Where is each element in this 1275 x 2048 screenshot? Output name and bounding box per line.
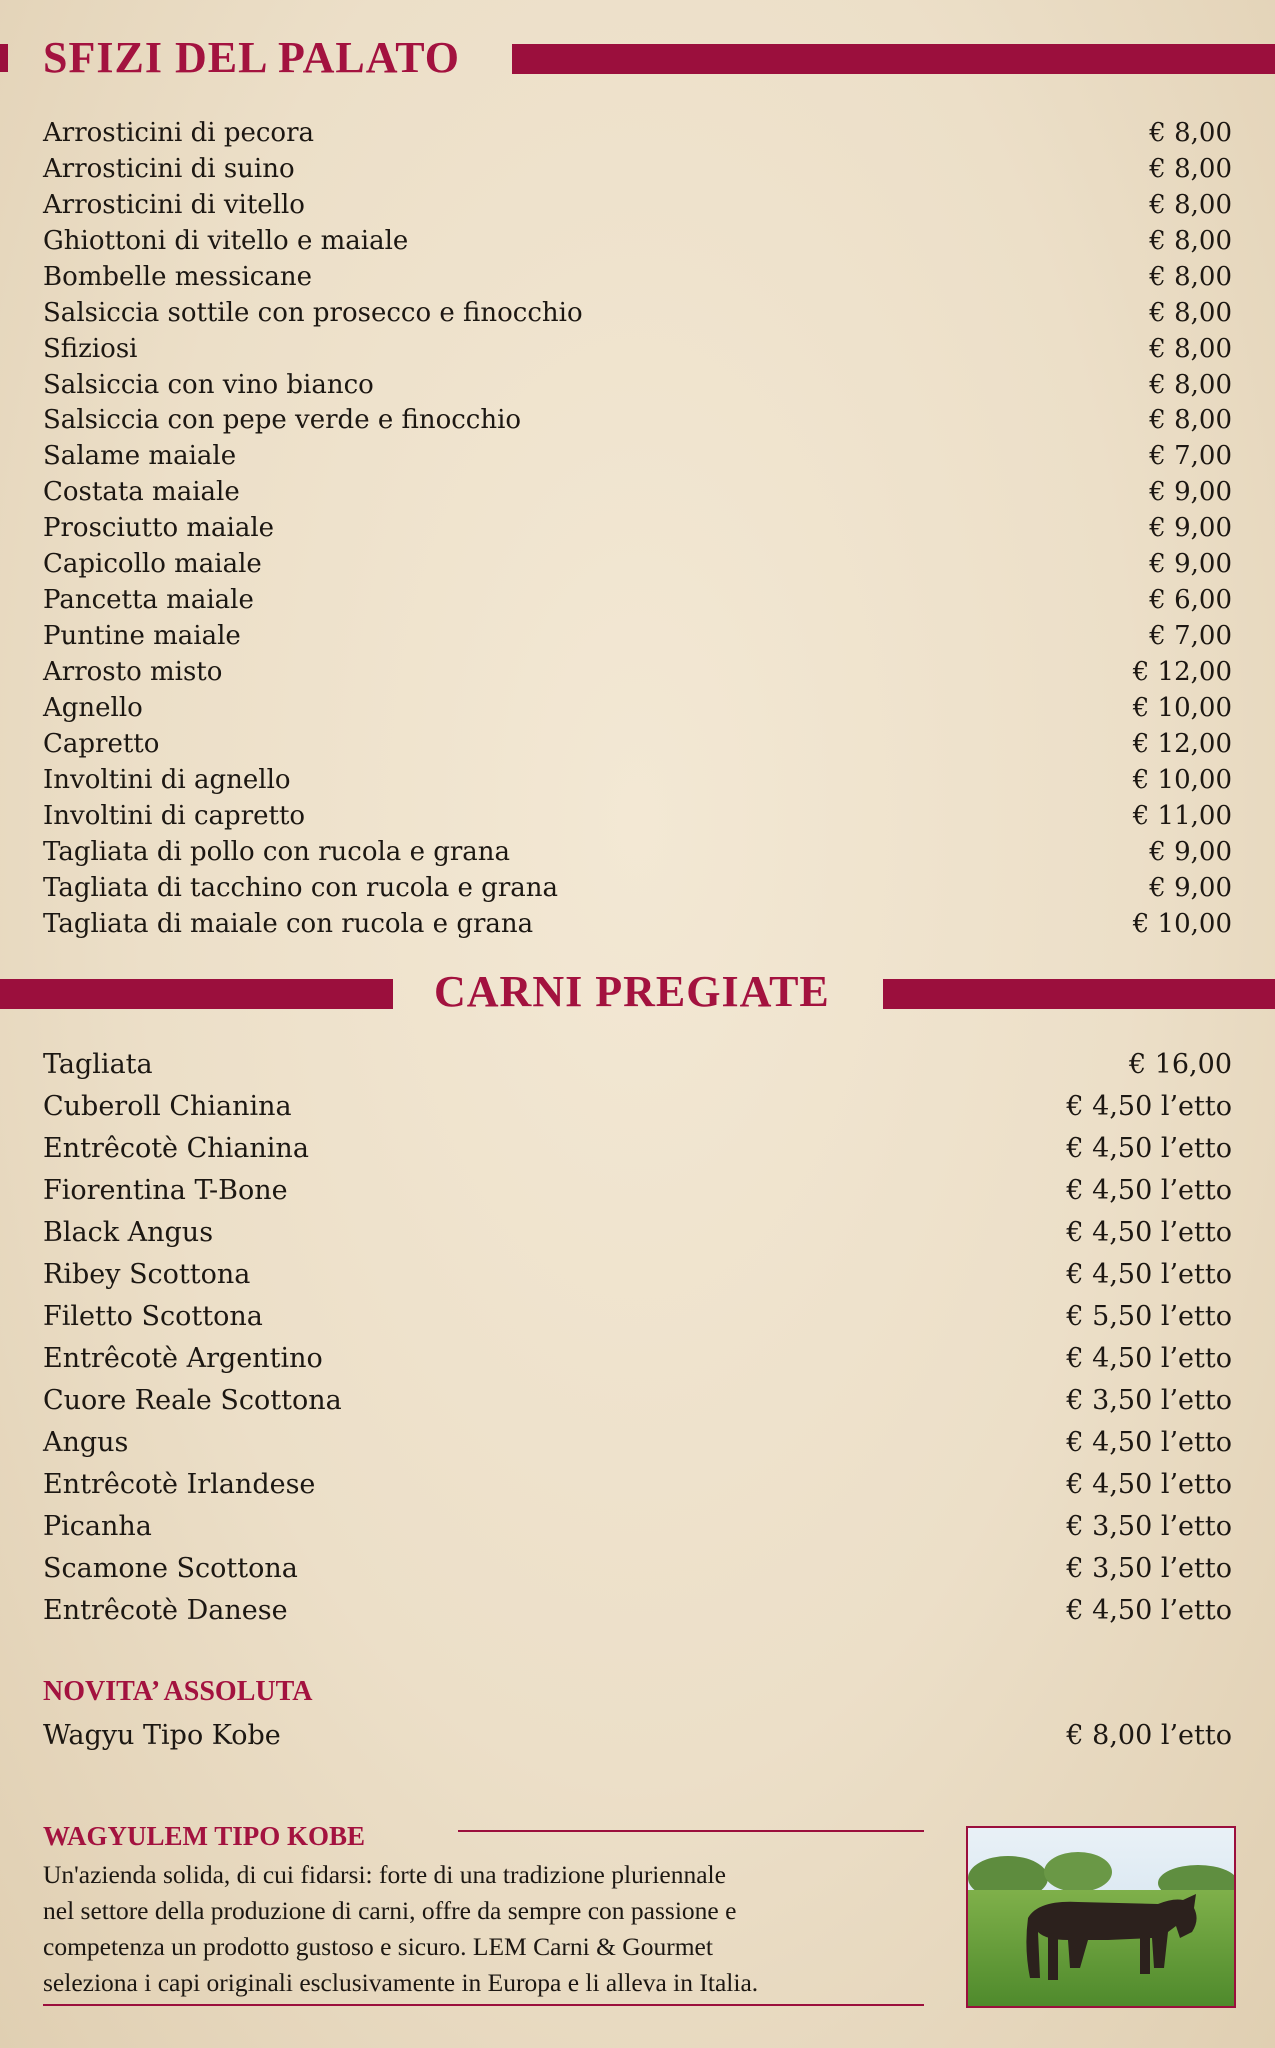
description-line: seleziona i capi originali esclusivamente in Europa e li alleva in Italia. [43,1968,759,1997]
item-price: € 8,00 [1149,405,1232,436]
item-price: € 6,00 [1149,585,1232,616]
item-price: € 4,50 l’etto [1066,1174,1232,1206]
item-price: € 3,50 l’etto [1066,1384,1232,1416]
list-item [43,331,1232,367]
item-name: Sfiziosi [43,333,138,364]
list-item [43,690,1232,726]
list-item [43,115,1232,151]
item-name: Pancetta maiale [43,585,254,616]
item-name: Costata maiale [43,477,240,508]
item-name: Scamone Scottona [43,1552,298,1584]
list-item [43,1589,1232,1631]
item-name: Arrosticini di pecora [43,117,314,148]
item-price: € 5,50 l’etto [1066,1300,1232,1332]
item-name: Cuberoll Chianina [43,1090,292,1122]
item-name: Ghiottoni di vitello e maiale [43,225,409,256]
item-name: Arrosticini di suino [43,153,295,184]
description-line: Un'azienda solida, di cui fidarsi: forte di una tradizione pluriennale [43,1860,726,1889]
list-item [43,510,1232,546]
item-price: € 16,00 [1128,1048,1232,1080]
item-name: Salame maiale [43,441,237,472]
item-price: € 3,50 l’etto [1066,1552,1232,1584]
list-item [43,546,1232,582]
item-price: € 10,00 [1132,692,1232,723]
item-name: Entrêcotè Argentino [43,1342,323,1374]
wagyulem-title: WAGYULEM TIPO KOBE [43,1821,366,1851]
item-name: Tagliata di maiale con rucola e grana [43,908,534,939]
item-name: Tagliata di tacchino con rucola e grana [43,872,558,903]
item-price: € 8,00 [1149,297,1232,328]
item-price: € 4,50 l’etto [1066,1132,1232,1164]
item-name: Entrêcotè Irlandese [43,1468,316,1500]
cow-photo-icon [968,1828,1234,2006]
item-price: € 12,00 [1132,657,1232,688]
list-item [43,618,1232,654]
item-price: € 8,00 l’etto [1066,1719,1232,1751]
novita-title: NOVITA’ ASSOLUTA [43,1676,313,1707]
list-item [43,654,1232,690]
item-price: € 11,00 [1132,800,1232,831]
list-item [43,1547,1232,1589]
item-name: Bombelle messicane [43,261,312,292]
item-name: Fiorentina T-Bone [43,1174,288,1206]
item-price: € 9,00 [1149,872,1232,903]
list-item [43,1043,1232,1085]
list-item [43,582,1232,618]
item-name: Arrosticini di vitello [43,189,305,220]
item-name: Cuore Reale Scottona [43,1384,342,1416]
list-item [43,1169,1232,1211]
list-item [43,187,1232,223]
list-item [43,438,1232,474]
item-name: Tagliata di pollo con rucola e grana [43,836,511,867]
list-item [43,1421,1232,1463]
item-price: € 8,00 [1149,225,1232,256]
item-price: € 4,50 l’etto [1066,1216,1232,1248]
item-name: Involtini di agnello [43,764,291,795]
section2-title: CARNI PREGIATE [434,967,830,1016]
list-item [43,474,1232,510]
section1-accent-bar-left [0,44,8,72]
list-item [43,1379,1232,1421]
cow-photo [966,1826,1236,2008]
item-name: Involtini di capretto [43,800,306,831]
item-name: Salsiccia sottile con prosecco e finocchio [43,297,583,328]
item-price: € 4,50 l’etto [1066,1426,1232,1458]
list-item [43,1337,1232,1379]
item-name: Puntine maiale [43,621,241,652]
item-price: € 9,00 [1149,836,1232,867]
item-name: Capretto [43,728,160,759]
item-price: € 10,00 [1132,908,1232,939]
list-item [43,870,1232,906]
section1-menu-list [43,115,1232,942]
list-item [43,726,1232,762]
item-name: Salsiccia con pepe verde e finocchio [43,405,522,436]
list-item [43,223,1232,259]
item-price: € 8,00 [1149,153,1232,184]
item-price: € 9,00 [1149,477,1232,508]
item-name: Picanha [43,1510,152,1542]
section1-title: SFIZI DEL PALATO [43,33,461,82]
item-name: Black Angus [43,1216,214,1248]
item-name: Ribey Scottona [43,1258,251,1290]
description-line: nel settore della produzione di carni, offre da sempre con passione e [43,1896,737,1925]
wagyulem-description [43,1857,943,2001]
list-item [43,1085,1232,1127]
item-price: € 8,00 [1149,261,1232,292]
list-item [43,1253,1232,1295]
section1-accent-bar [512,44,1275,74]
list-item [43,1714,1232,1756]
item-price: € 9,00 [1149,549,1232,580]
list-item [43,1463,1232,1505]
item-price: € 7,00 [1149,621,1232,652]
list-item [43,798,1232,834]
list-item [43,403,1232,439]
item-price: € 8,00 [1149,189,1232,220]
section2-accent-bar-left [0,979,393,1009]
item-name: Entrêcotè Chianina [43,1132,309,1164]
item-name: Angus [43,1426,129,1458]
item-name: Entrêcotè Danese [43,1594,288,1626]
item-price: € 7,00 [1149,441,1232,472]
list-item [43,151,1232,187]
list-item [43,295,1232,331]
item-price: € 4,50 l’etto [1066,1342,1232,1374]
list-item [43,906,1232,942]
list-item [43,834,1232,870]
list-item [43,259,1232,295]
item-price: € 4,50 l’etto [1066,1468,1232,1500]
list-item [43,1295,1232,1337]
item-price: € 9,00 [1149,513,1232,544]
wagyulem-bottom-rule [43,2004,924,2006]
item-name: Prosciutto maiale [43,513,275,544]
section2-accent-bar-right [883,979,1275,1009]
wagyulem-title-rule [458,1830,924,1832]
item-name: Tagliata [43,1048,153,1080]
item-price: € 4,50 l’etto [1066,1090,1232,1122]
description-line: competenza un prodotto gustoso e sicuro. LEM Carni & Gourmet [43,1932,713,1961]
list-item [43,1127,1232,1169]
list-item [43,1505,1232,1547]
list-item [43,367,1232,403]
list-item [43,1211,1232,1253]
item-name: Agnello [43,692,143,723]
item-name: Arrosto misto [43,657,223,688]
item-name: Wagyu Tipo Kobe [43,1719,281,1751]
item-price: € 4,50 l’etto [1066,1594,1232,1626]
item-name: Salsiccia con vino bianco [43,369,374,400]
list-item [43,762,1232,798]
item-name: Capicollo maiale [43,549,262,580]
item-price: € 8,00 [1149,369,1232,400]
item-price: € 10,00 [1132,764,1232,795]
section2-menu-list [43,1043,1232,1631]
novita-list [43,1714,1232,1756]
item-price: € 8,00 [1149,117,1232,148]
item-price: € 8,00 [1149,333,1232,364]
item-price: € 12,00 [1132,728,1232,759]
item-name: Filetto Scottona [43,1300,263,1332]
item-price: € 3,50 l’etto [1066,1510,1232,1542]
item-price: € 4,50 l’etto [1066,1258,1232,1290]
